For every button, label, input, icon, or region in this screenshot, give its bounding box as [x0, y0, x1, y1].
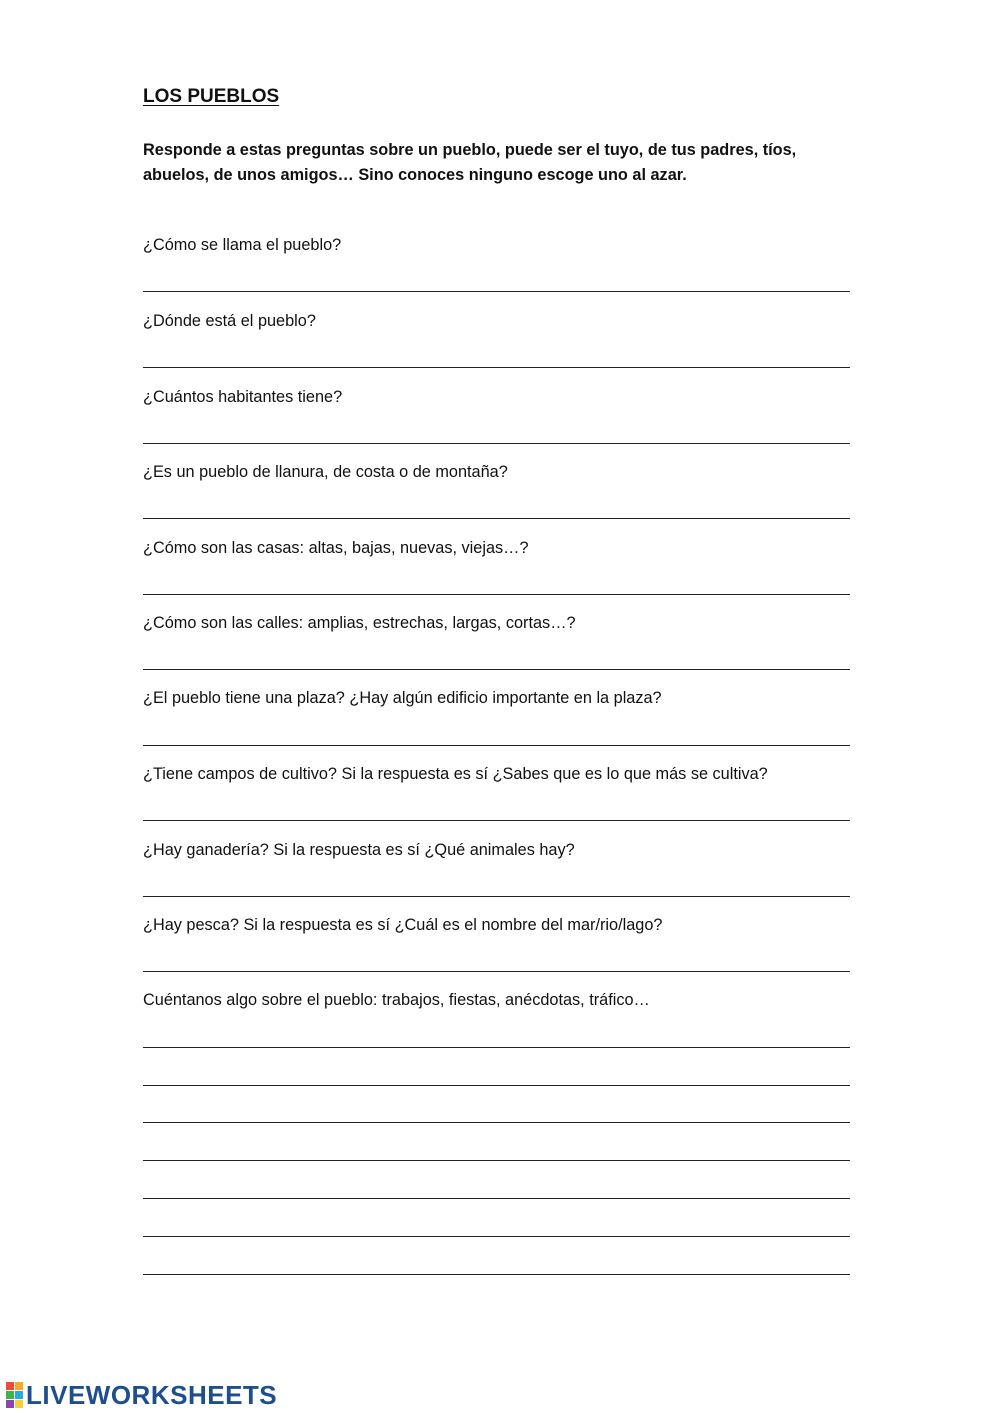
answer-line[interactable]	[143, 367, 850, 368]
question: ¿Cómo se llama el pueblo?	[143, 236, 342, 254]
question: Cuéntanos algo sobre el pueblo: trabajos, fiestas, anécdotas, tráfico…	[143, 991, 650, 1009]
question: ¿Es un pueblo de llanura, de costa o de montaña?	[143, 463, 508, 481]
footer-logo	[6, 1381, 277, 1409]
answer-line[interactable]	[143, 1122, 850, 1123]
answer-line[interactable]	[143, 594, 850, 595]
answer-line[interactable]	[143, 669, 850, 670]
answer-line[interactable]	[143, 1160, 850, 1161]
logo-block	[15, 1400, 23, 1408]
answer-line[interactable]	[143, 443, 850, 444]
question: ¿Cuántos habitantes tiene?	[143, 388, 343, 406]
answer-line[interactable]	[143, 1236, 850, 1237]
liveworksheets-logo-icon	[6, 1382, 23, 1408]
answer-line[interactable]	[143, 1085, 850, 1086]
answer-line[interactable]	[143, 896, 850, 897]
answer-line[interactable]	[143, 1198, 850, 1199]
instructions: Responde a estas preguntas sobre un pueblo, puede ser el tuyo, de tus padres, tíos, abuelos, de unos amigos… Sino conoces ninguno escoge uno al azar.	[143, 141, 797, 184]
logo-block	[15, 1382, 23, 1390]
question: ¿Cómo son las casas: altas, bajas, nuevas, viejas…?	[143, 539, 529, 557]
answer-line[interactable]	[143, 745, 850, 746]
page-title: LOS PUEBLOS	[143, 86, 280, 107]
answer-line[interactable]	[143, 518, 850, 519]
answer-line[interactable]	[143, 1274, 850, 1275]
question: ¿Hay pesca? Si la respuesta es sí ¿Cuál es el nombre del mar/rio/lago?	[143, 916, 663, 934]
answer-line[interactable]	[143, 971, 850, 972]
question: ¿El pueblo tiene una plaza? ¿Hay algún edificio importante en la plaza?	[143, 689, 662, 707]
question: ¿Tiene campos de cultivo? Si la respuesta es sí ¿Sabes que es lo que más se cultiva?	[143, 765, 768, 783]
logo-block	[6, 1391, 14, 1399]
question: ¿Dónde está el pueblo?	[143, 312, 316, 330]
logo-block	[15, 1391, 23, 1399]
answer-line[interactable]	[143, 291, 850, 292]
answer-line[interactable]	[143, 1047, 850, 1048]
logo-block	[6, 1400, 14, 1408]
answer-line[interactable]	[143, 820, 850, 821]
brand-name: LIVEWORKSHEETS	[26, 1379, 278, 1410]
logo-block	[6, 1382, 14, 1390]
question: ¿Hay ganadería? Si la respuesta es sí ¿Qué animales hay?	[143, 841, 575, 859]
question: ¿Cómo son las calles: amplias, estrechas, largas, cortas…?	[143, 614, 576, 632]
